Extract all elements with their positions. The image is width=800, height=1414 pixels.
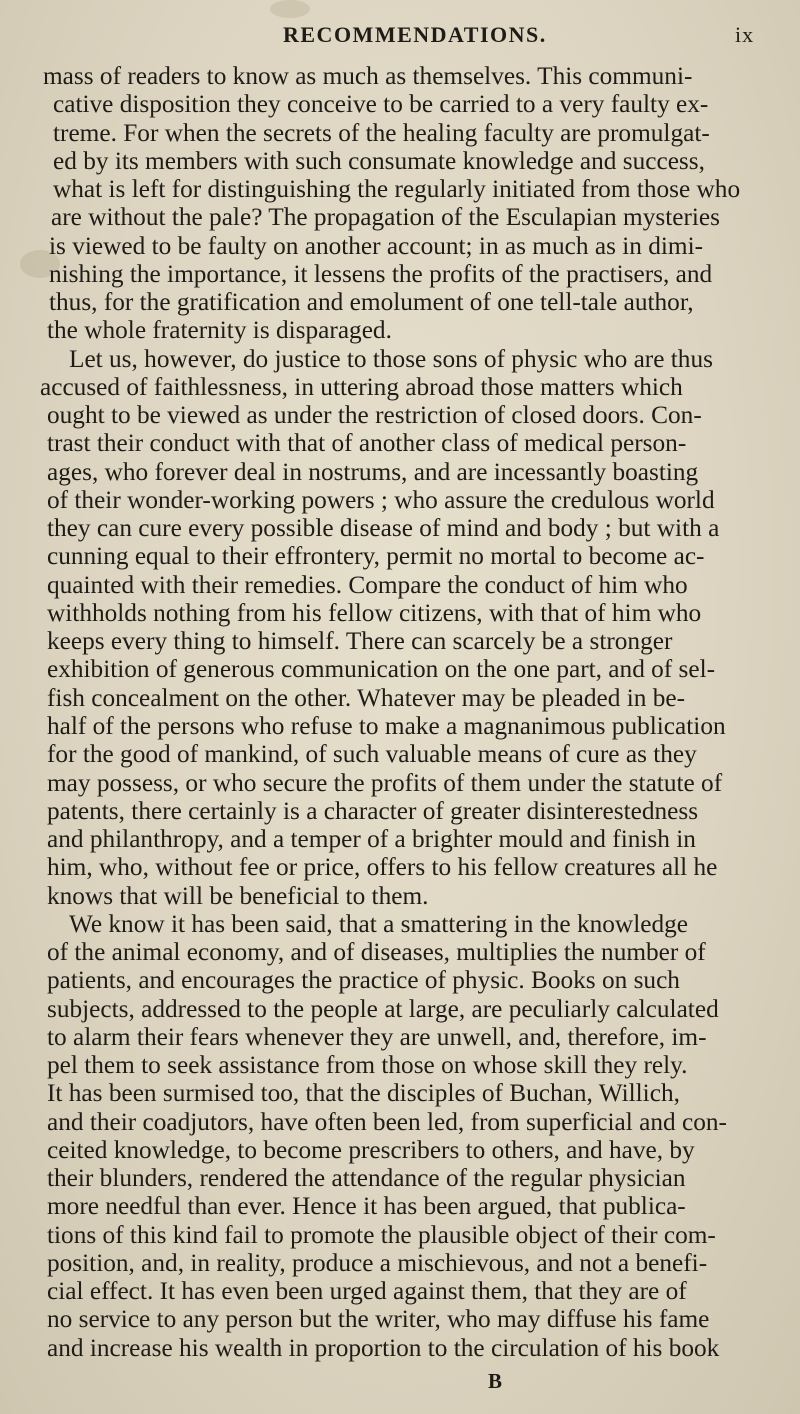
text-line: knows that will be beneficial to them.: [47, 881, 429, 910]
text-line: they can cure every possible disease of mind and body ; but with a: [47, 514, 720, 543]
text-line: of their wonder-working powers ; who assure the credulous world: [47, 485, 715, 514]
text-line: ed by its members with such consumate knowledge and success,: [53, 146, 705, 175]
text-line: cative disposition they conceive to be carried to a very faulty ex-: [53, 90, 709, 119]
text-line: subjects, addressed to the people at large, are peculiarly calculated: [47, 994, 719, 1023]
text-line: for the good of mankind, of such valuable means of cure as they: [47, 740, 697, 769]
text-line: and philanthropy, and a temper of a brighter mould and finish in: [47, 825, 696, 854]
text-line: and their coadjutors, have often been led, from superficial and con-: [47, 1107, 727, 1136]
text-line: cial effect. It has even been urged against them, that they are of: [47, 1277, 687, 1306]
signature-mark: B: [488, 1369, 503, 1393]
text-line: patents, there certainly is a character of greater disinterestedness: [47, 796, 699, 825]
text-line: their blunders, rendered the attendance of the regular physician: [47, 1164, 686, 1193]
text-line: is viewed to be faulty on another account; in as much as in dimi-: [49, 231, 704, 260]
text-line: tions of this kind fail to promote the plausible object of their com-: [47, 1220, 716, 1249]
text-line: accused of faithlessness, in uttering abroad those matters which: [40, 372, 683, 401]
text-line: Let us, however, do justice to those sons of physic who are thus: [69, 344, 713, 373]
running-title: RECOMMENDATIONS.: [283, 22, 547, 47]
text-line: the whole fraternity is disparaged.: [47, 316, 392, 345]
running-head: [0, 22, 800, 52]
text-line: trast their conduct with that of another class of medical person-: [47, 429, 687, 458]
text-line: keeps every thing to himself. There can scarcely be a stronger: [47, 627, 673, 656]
text-line: what is left for distinguishing the regularly initiated from those who: [53, 175, 741, 204]
text-line: exhibition of generous communication on the one part, and of sel-: [47, 655, 716, 684]
text-line: are without the pale? The propagation of the Esculapian mysteries: [51, 203, 720, 232]
text-line: to alarm their fears whenever they are unwell, and, therefore, im-: [47, 1022, 707, 1051]
text-line: and increase his wealth in proportion to the circulation of his book: [47, 1333, 720, 1362]
text-line: cunning equal to their effrontery, permit no mortal to become ac-: [47, 542, 705, 571]
paper-stain: [270, 0, 310, 18]
text-line: may possess, or who secure the profits of them under the statute of: [47, 768, 723, 797]
text-line: treme. For when the secrets of the healing faculty are promulgat-: [53, 118, 710, 147]
text-line: him, who, without fee or price, offers to his fellow creatures all he: [47, 853, 718, 882]
text-line: withholds nothing from his fellow citizens, with that of him who: [47, 598, 702, 627]
text-line: no service to any person but the writer, who may diffuse his fame: [47, 1305, 710, 1334]
text-line: of the animal economy, and of diseases, multiplies the number of: [47, 938, 706, 967]
text-line: patients, and encourages the practice of physic. Books on such: [47, 966, 680, 995]
text-line: nishing the importance, it lessens the profits of the practisers, and: [49, 259, 713, 288]
text-line: thus, for the gratification and emolument of one tell-tale author,: [49, 288, 694, 317]
text-line: pel them to seek assistance from those on whose skill they rely.: [47, 1051, 688, 1080]
text-line: position, and, in reality, produce a mischievous, and not a benefi-: [47, 1248, 708, 1277]
text-line: We know it has been said, that a smattering in the knowledge: [69, 909, 688, 938]
text-line: mass of readers to know as much as themselves. This communi-: [43, 62, 693, 90]
text-line: ceited knowledge, to become prescribers to others, and have, by: [47, 1135, 695, 1164]
text-line: ought to be viewed as under the restriction of closed doors. Con-: [47, 401, 702, 430]
text-line: ages, who forever deal in nostrums, and are incessantly boasting: [47, 457, 699, 486]
text-line: more needful than ever. Hence it has been argued, that publica-: [47, 1192, 686, 1221]
page-number: ix: [735, 22, 755, 47]
text-line: It has been surmised too, that the disciples of Buchan, Willich,: [47, 1079, 680, 1108]
text-line: fish concealment on the other. Whatever may be pleaded in be-: [47, 683, 686, 712]
text-line: half of the persons who refuse to make a magnanimous publication: [47, 712, 726, 740]
text-line: quainted with their remedies. Compare the conduct of him who: [47, 570, 688, 599]
